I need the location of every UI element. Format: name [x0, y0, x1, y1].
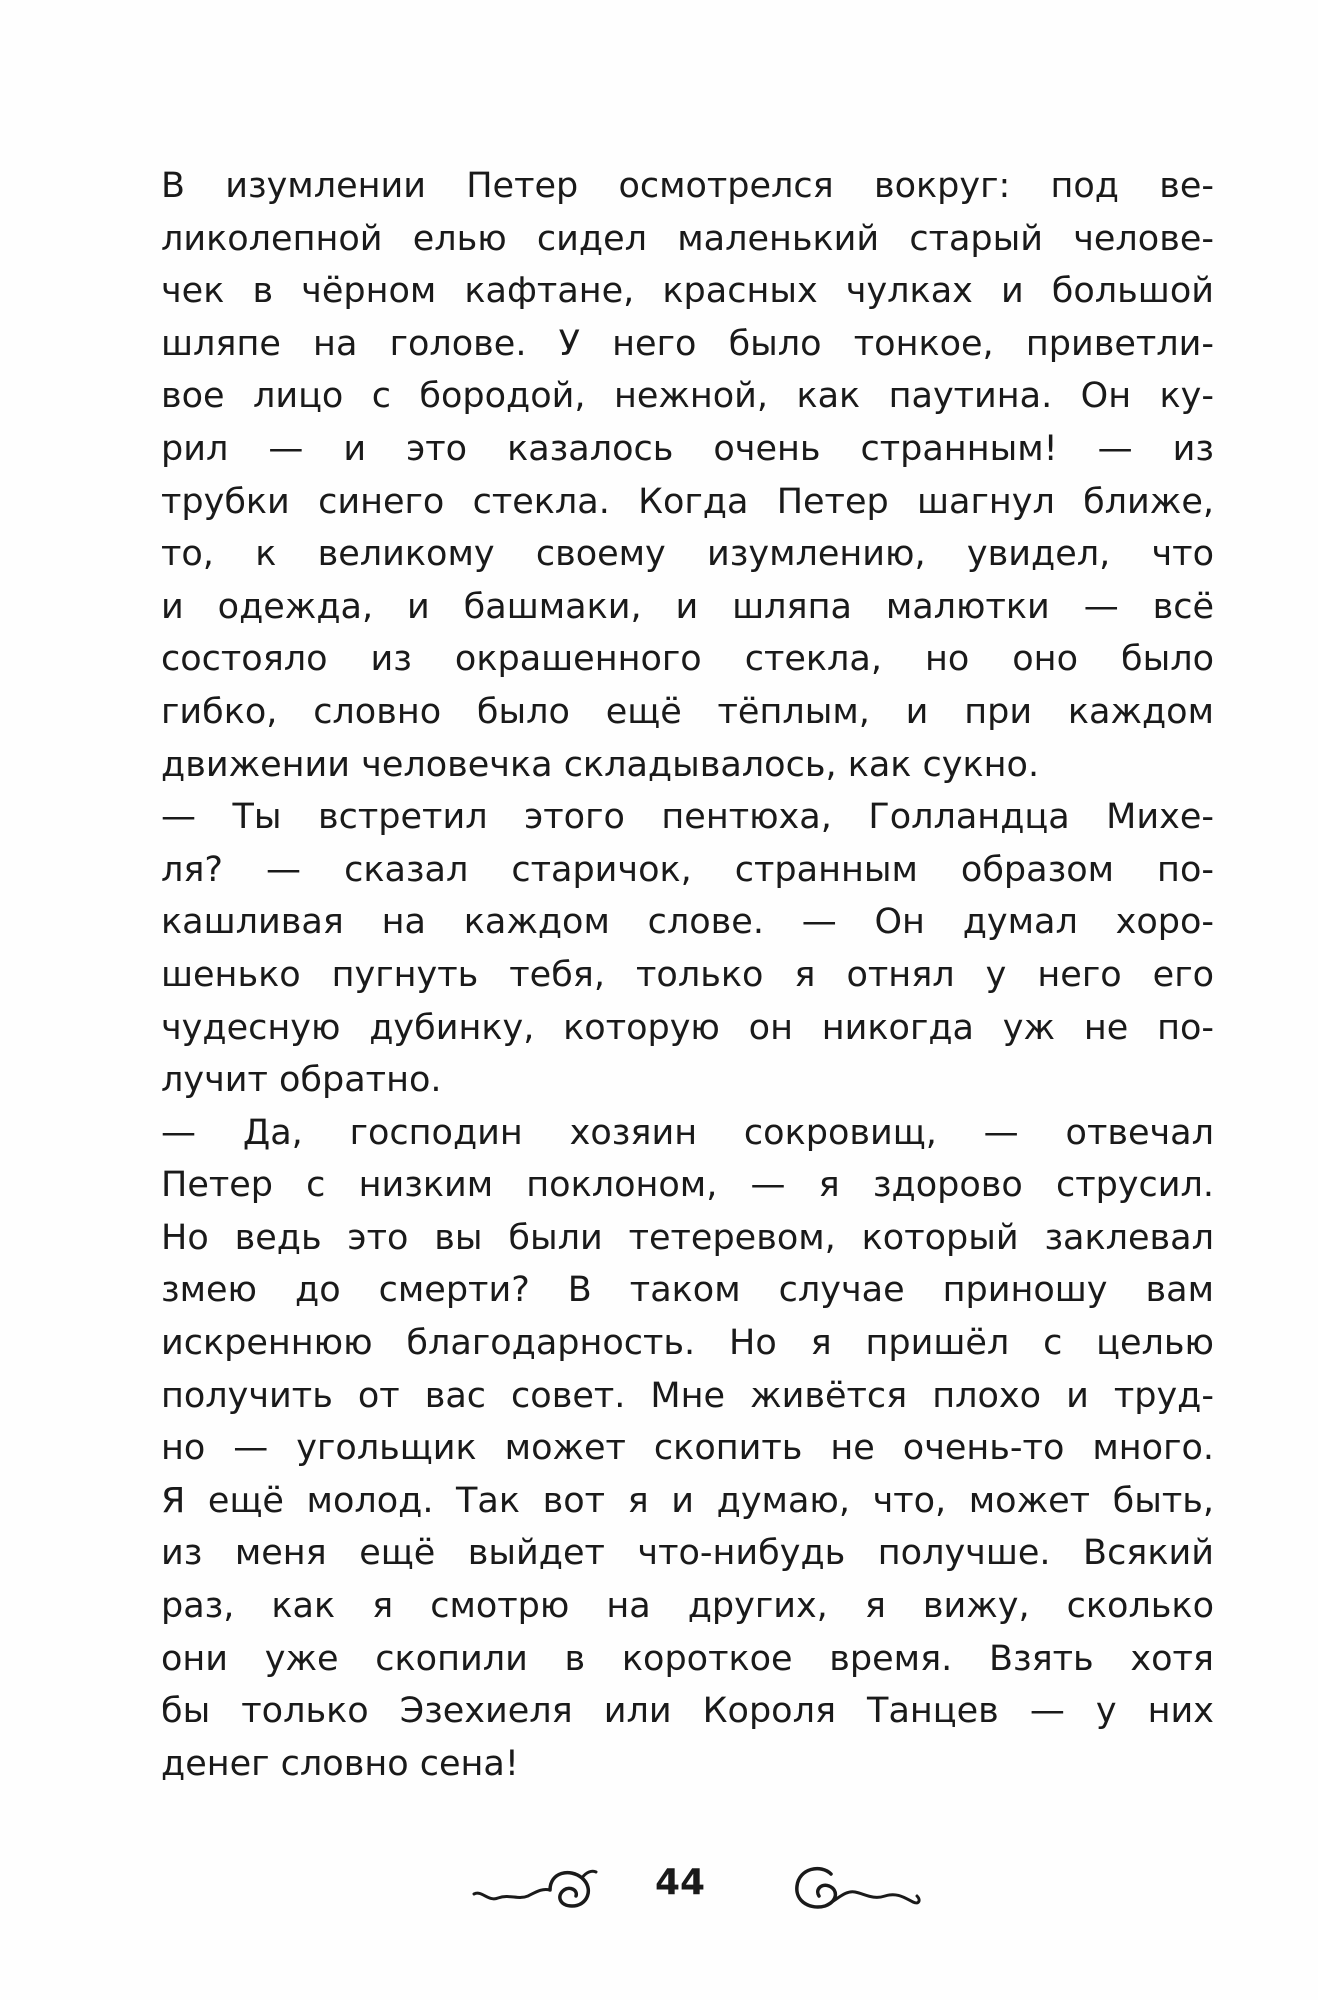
text-line: кашливая на каждом слове. — Он думал хоро- [161, 902, 1214, 943]
text-line: бы только Эзехиеля или Короля Танцев — у них [161, 1691, 1214, 1732]
body-text [161, 160, 1214, 1790]
text-line: ликолепной елью сидел маленький старый челове- [161, 218, 1214, 259]
text-line: змею до смерти? В таком случае приношу вам [161, 1270, 1214, 1311]
text-line: чек в чёрном кафтане, красных чулках и большой [161, 271, 1214, 312]
text-line: состояло из окрашенного стекла, но оно было [161, 639, 1214, 680]
text-line: Петер с низким поклоном, — я здорово струсил. [161, 1165, 1214, 1206]
text-line: — Ты встретил этого пентюха, Голландца Михе- [161, 797, 1214, 838]
text-line: денег словно сена! [161, 1743, 519, 1784]
text-line: — Да, господин хозяин сокровищ, — отвечал [161, 1112, 1214, 1153]
text-line: движении человечка складывалось, как сукно. [161, 744, 1040, 785]
page-number: 44 [654, 1862, 706, 1903]
text-line: трубки синего стекла. Когда Петер шагнул ближе, [161, 481, 1214, 522]
text-line: и одежда, и башмаки, и шляпа малютки — всё [161, 586, 1214, 627]
text-line: из меня ещё выйдет что-нибудь получше. Всякий [161, 1533, 1214, 1574]
right-flourish-icon [785, 1850, 925, 1920]
text-line: но — угольщик может скопить не очень-то много. [161, 1428, 1214, 1469]
text-line: вое лицо с бородой, нежной, как паутина. Он ку- [161, 376, 1214, 417]
text-line: шляпе на голове. У него было тонкое, приветли- [161, 323, 1214, 364]
text-line: Я ещё молод. Так вот я и думаю, что, может быть, [161, 1480, 1214, 1521]
left-flourish-icon [470, 1850, 610, 1920]
text-line: лучит обратно. [161, 1060, 442, 1101]
text-line: раз, как я смотрю на других, я вижу, сколько [161, 1586, 1214, 1627]
text-line: ля? — сказал старичок, странным образом по- [161, 849, 1214, 890]
text-line: то, к великому своему изумлению, увидел, что [161, 534, 1214, 575]
text-line: чудесную дубинку, которую он никогда уж не по- [161, 1007, 1214, 1048]
text-line: они уже скопили в короткое время. Взять хотя [161, 1638, 1214, 1679]
text-line: В изумлении Петер осмотрелся вокруг: под ве- [161, 166, 1214, 206]
text-line: Но ведь это вы были тетеревом, который заклевал [161, 1217, 1214, 1258]
text-line: искреннюю благодарность. Но я пришёл с целью [161, 1323, 1214, 1364]
text-line: шенько пугнуть тебя, только я отнял у него его [161, 954, 1214, 995]
page-footer [0, 1850, 1318, 1930]
text-line: получить от вас совет. Мне живётся плохо и труд- [161, 1375, 1214, 1416]
text-line: рил — и это казалось очень странным! — из [161, 428, 1214, 469]
text-line: гибко, словно было ещё тёплым, и при каждом [161, 691, 1214, 732]
